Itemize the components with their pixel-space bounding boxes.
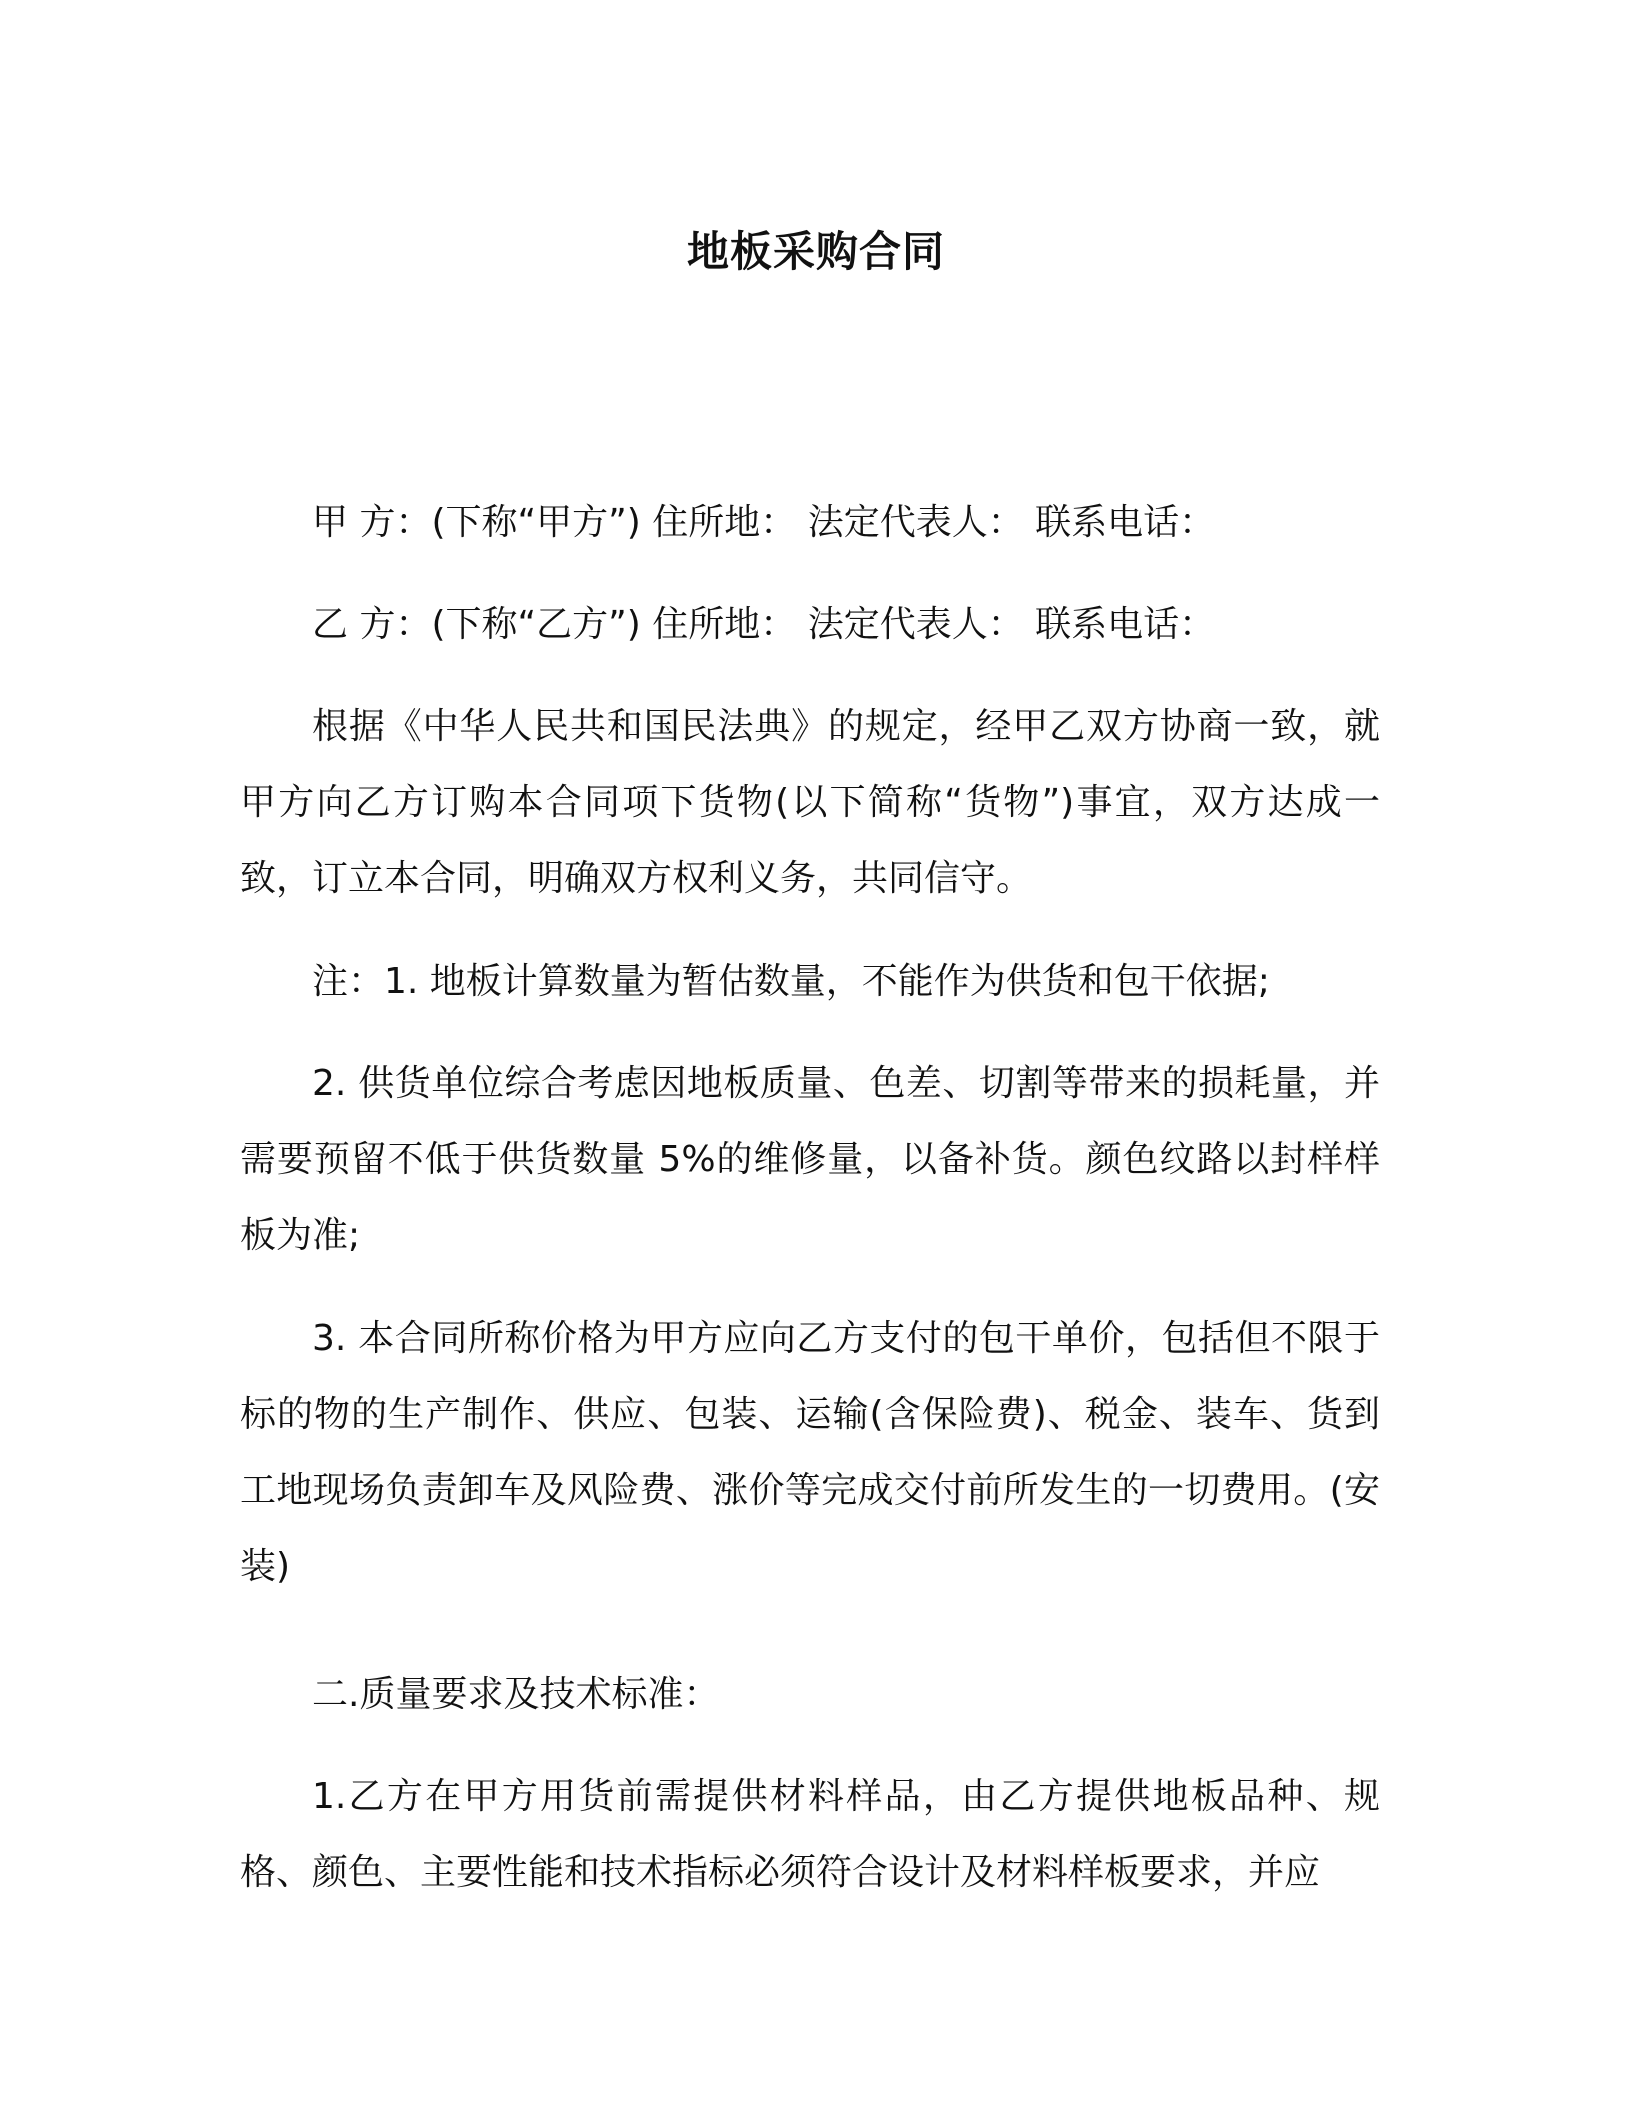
section-heading-quality: 二.质量要求及技术标准： <box>312 1674 720 1715</box>
note-item-2: 2. 供货单位综合考虑因地板质量、色差、切割等带来的损耗量，并需要预留不低于供货数量 5%的维修量，以备补货。颜色纹路以封样样板为准; <box>240 1063 1380 1256</box>
note-item-1: 注：1. 地板计算数量为暂估数量，不能作为供货和包干依据; <box>312 961 1270 1002</box>
preamble-paragraph: 根据《中华人民共和国民法典》的规定，经甲乙双方协商一致，就甲方向乙方订购本合同项下货物(以下简称“货物”)事宜，双方达成一致，订立本合同，明确双方权利义务，共同信守。 <box>240 706 1380 899</box>
party-a-line: 甲 方：(下称“甲方”) 住所地： 法定代表人： 联系电话： <box>312 502 1216 543</box>
document-title: 地板采购合同 <box>686 227 945 276</box>
note-item-3: 3. 本合同所称价格为甲方应向乙方支付的包干单价，包括但不限于标的物的生产制作、供应、包装、运输(含保险费)、税金、装车、货到工地现场负责卸车及风险费、涨价等完成交付前所发生的一切费用。(安装) <box>240 1318 1380 1587</box>
party-b-line: 乙 方：(下称“乙方”) 住所地： 法定代表人： 联系电话： <box>312 604 1216 645</box>
quality-item-1: 1.乙方在甲方用货前需提供材料样品，由乙方提供地板品种、规格、颜色、主要性能和技术指标必须符合设计及材料样板要求，并应 <box>240 1776 1380 1893</box>
